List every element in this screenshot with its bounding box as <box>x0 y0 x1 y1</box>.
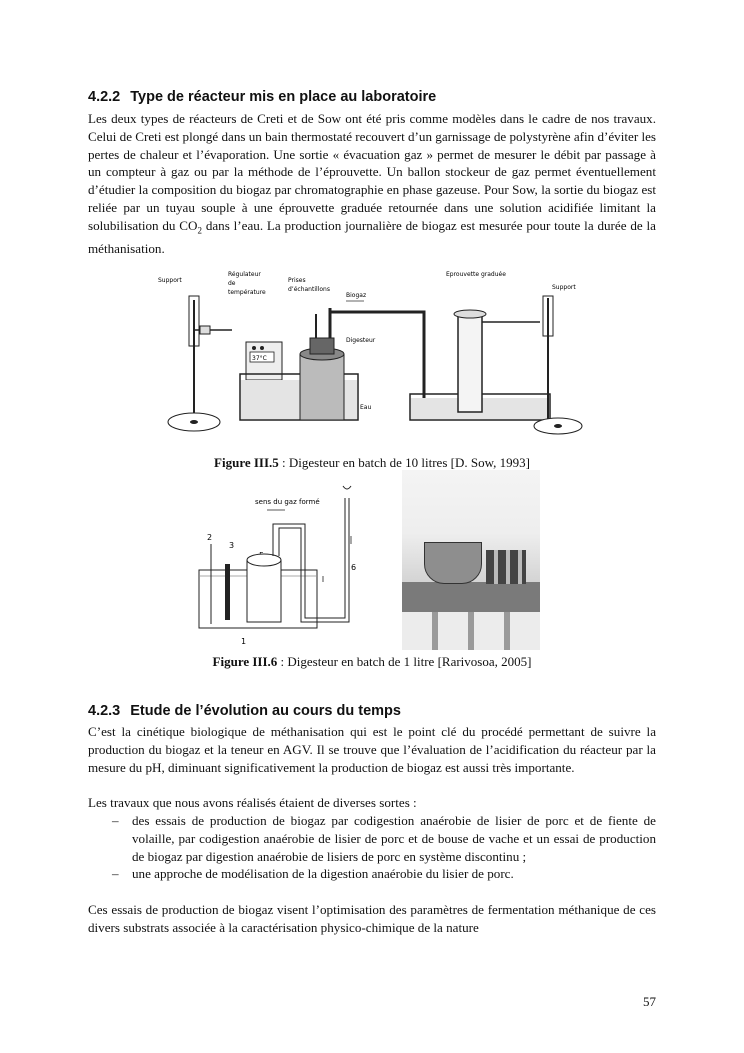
caption-label: Figure III.5 <box>214 455 279 470</box>
label-biogaz: Biogaz <box>346 292 367 299</box>
label-de: de <box>228 280 236 287</box>
co2-subscript: 2 <box>197 225 202 236</box>
label-eprouvette: Eprouvette graduée <box>446 271 506 278</box>
figure-digester-10l <box>150 268 590 448</box>
paragraph-text-a: Les deux types de réacteurs de Creti et de Sow ont été pris comme modèles dans le cadre de nos travaux. Celui de Creti est plongé dans un bain thermostaté recouvert d’un garnissage de polystyrène afin d’éviter les pertes de chaleur et l’évaporation. Une sortie « évacuation gaz » permet de mesurer le débit par passage à un compteur à gaz ou par la méthode de l’éprouvette. Un ballon stockeur de gaz permet éventuellement d’étudier la composition du biogaz par chromatographie en phase gazeuse. Pour Sow, la sortie du biogaz est reliée par un tuyau souple à une éprouvette graduée retournée dans une solution acidifiée limitant la solubilisation du CO <box>88 111 656 233</box>
list-dash: – <box>112 866 119 882</box>
paragraph-list-intro: Les travaux que nous avons réalisés étaient de diverses sortes : <box>88 795 417 810</box>
label-echantillons: d’échantillons <box>288 286 330 293</box>
caption-text: : Digesteur en batch de 1 litre [Rarivosoa, 2005] <box>277 654 532 669</box>
photo-bottles <box>486 550 526 584</box>
label-prises: Prises <box>288 277 306 284</box>
label-support-right: Support <box>552 284 576 291</box>
label-1: 1 <box>241 637 247 646</box>
section-title: Type de réacteur mis en place au laboratoire <box>130 89 437 105</box>
section-number: 4.2.3 <box>88 703 121 719</box>
temperature-display: 37°C <box>252 355 267 362</box>
page-number: 57 <box>643 994 656 1009</box>
label-sens-gaz: sens du gaz formé <box>255 498 320 506</box>
section-title: Etude de l’évolution au cours du temps <box>130 703 401 719</box>
work-list <box>88 812 656 883</box>
label-2: 2 <box>207 533 213 542</box>
label-3: 3 <box>229 541 235 550</box>
paragraph-text-b: dans l’eau. La production journalière de biogaz est mesurée pour toute la durée de la méthanisation. <box>88 217 656 257</box>
figure-caption-3-5 <box>0 455 744 471</box>
list-item <box>88 865 656 883</box>
list-item <box>88 812 656 865</box>
label-support-left: Support <box>158 277 182 284</box>
caption-text: : Digesteur en batch de 10 litres [D. Sow, 1993] <box>278 455 530 470</box>
paragraph-kinetics: C’est la cinétique biologique de méthanisation qui est le point clé du procédé permettant de suivre la production du biogaz et la teneur en AGV. Il se trouve que l’évaluation de l’acidification du réacteur par la mesure du pH, diminuant significativement la production de biogaz est aussi très importante. <box>88 724 656 775</box>
list-dash: – <box>112 813 119 828</box>
paragraph-reactor-types <box>88 110 656 258</box>
list-item-text: une approche de modélisation de la digestion anaérobie du lisier de porc. <box>132 866 514 882</box>
photo-basin <box>424 542 482 584</box>
section-heading-4-2-2 <box>88 89 436 105</box>
figure-digester-1l-schematic <box>195 478 385 648</box>
caption-label: Figure III.6 <box>212 654 278 669</box>
section-heading-4-2-3 <box>88 703 401 719</box>
figure-caption-3-6 <box>0 654 744 670</box>
label-eau: Eau <box>360 404 372 411</box>
label-temperature: température <box>228 289 266 296</box>
photo-table-legs <box>402 612 540 650</box>
photo-bench <box>402 582 540 612</box>
section-number: 4.2.2 <box>88 89 121 105</box>
label-regulateur: Régulateur <box>228 271 261 278</box>
label-6: 6 <box>351 563 357 572</box>
list-item-text: des essais de production de biogaz par codigestion anaérobie de lisier de porc et de fiente de volaille, par codigestion anaérobie de lisier de porc et de bouse de vache et un essai de production de biogaz par digestion anaérobie de lisiers de porc en système discontinu ; <box>132 813 656 864</box>
label-digesteur: Digesteur <box>346 337 376 344</box>
figure-photo-digester-1l <box>402 470 540 650</box>
paragraph-optimisation: Ces essais de production de biogaz visent l’optimisation des paramètres de fermentation méthanique de ces divers substrats associée à la caractérisation physico-chimique de la nature <box>88 902 656 935</box>
